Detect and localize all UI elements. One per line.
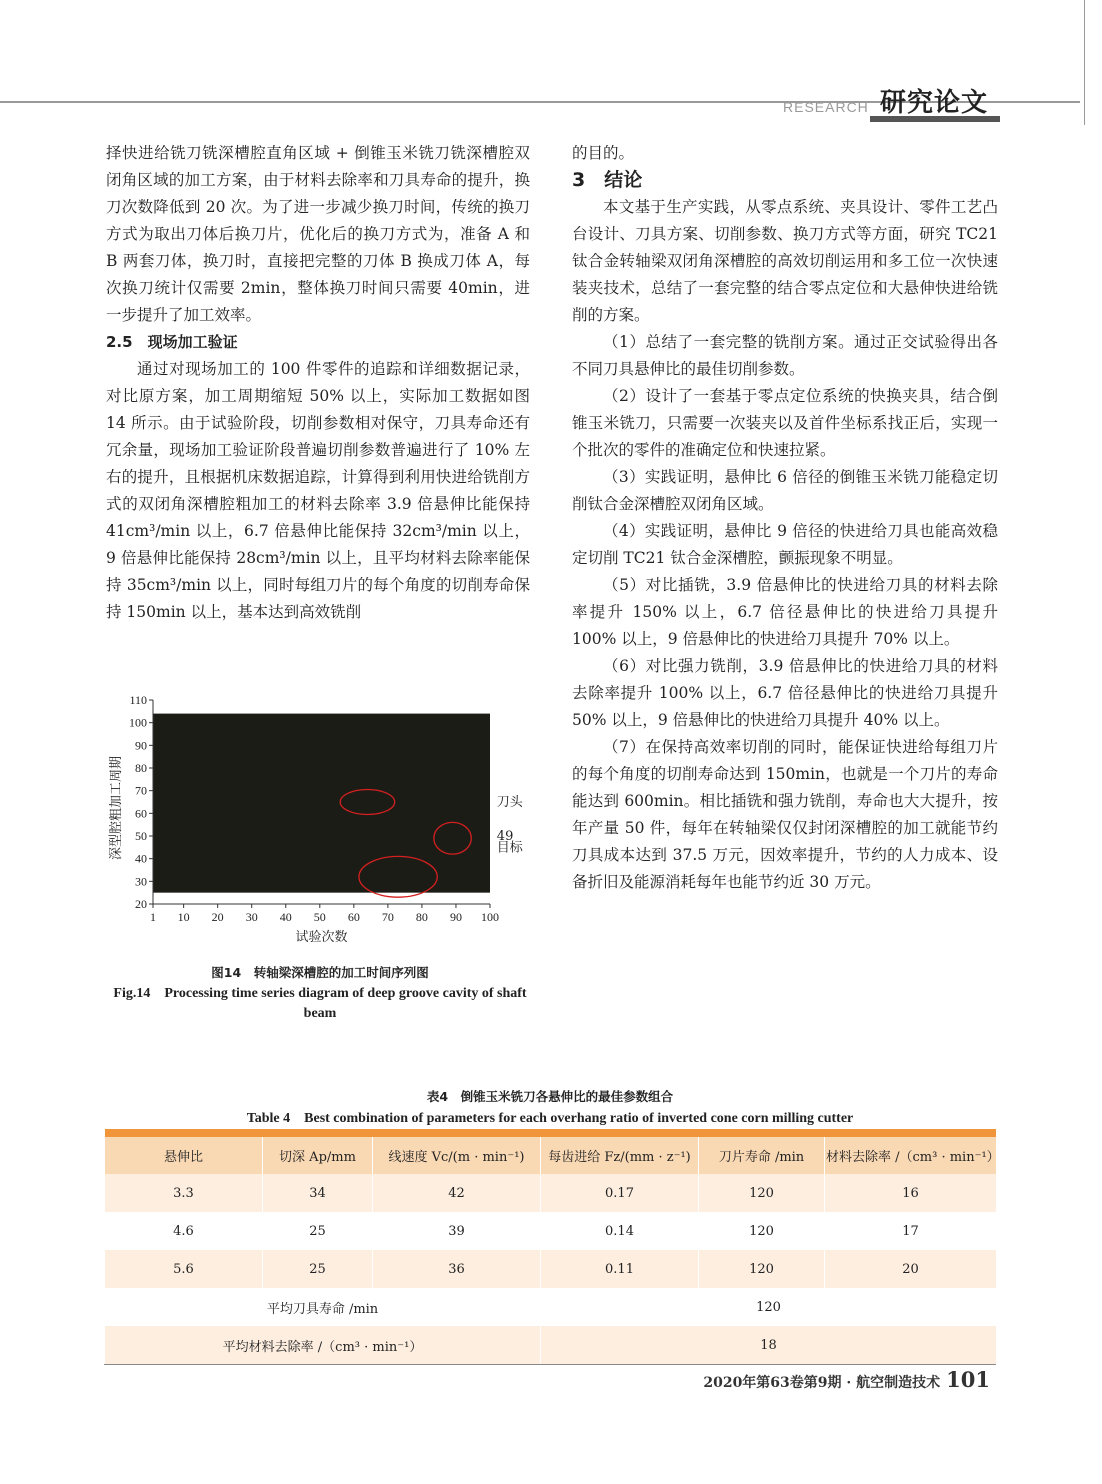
y-axis-label: 深型腔粗加工周期 — [109, 755, 124, 861]
header-edge-bar — [1084, 0, 1099, 125]
x-tick-label: 10 — [177, 910, 190, 924]
section-heading-2-5: 2.5 现场加工验证 — [106, 333, 238, 351]
table-header-row — [105, 1137, 997, 1174]
table-cell: 120 — [699, 1212, 825, 1250]
table-header: 线速度 Vc/(m · min⁻¹) — [373, 1137, 541, 1174]
table-cell: 0.14 — [541, 1212, 699, 1250]
y-tick-label: 80 — [135, 761, 147, 775]
x-tick-label: 30 — [245, 910, 258, 924]
table-row — [105, 1174, 997, 1212]
table-row — [105, 1212, 997, 1250]
table-cell: 平均材料去除率 /（cm³ · min⁻¹） — [105, 1326, 541, 1365]
x-tick-label: 1 — [150, 910, 156, 924]
journal-info: 2020年第63卷第9期 · 航空制造技术 — [703, 1375, 941, 1391]
table-cell: 120 — [699, 1250, 825, 1288]
x-tick-label: 20 — [211, 910, 224, 924]
table-cell: 0.17 — [541, 1174, 699, 1212]
table-header: 每齿进给 Fz/(mm · z⁻¹) — [541, 1137, 699, 1174]
figure-caption-en: Fig.14 Processing time series diagram of deep groove cavity of shaft beam — [113, 986, 527, 1021]
table-caption-cn: 表4 倒锥玉米铣刀各悬伸比的最佳参数组合 — [426, 1089, 674, 1104]
y-tick-label: 110 — [129, 693, 147, 707]
table-header: 切深 Ap/mm — [263, 1137, 373, 1174]
y-tick-label: 30 — [135, 874, 147, 889]
x-tick-label: 80 — [415, 910, 428, 924]
left-column — [106, 140, 530, 626]
header-section-title: 研究论文 — [880, 88, 989, 118]
parameter-table — [104, 1129, 1000, 1365]
plot-region — [153, 714, 490, 893]
header-research-label: RESEARCH — [783, 99, 869, 115]
table-cell: 25 — [263, 1212, 373, 1250]
table-cell: 3.3 — [105, 1174, 263, 1212]
annotation-label: 49 — [496, 829, 514, 844]
table-cell: 5.6 — [105, 1250, 263, 1288]
conclusion-2: （2）设计了一套基于零点定位系统的快换夹具，结合倒锥玉米铣刀，只需要一次装夹以及首件坐标系找正后，实现一个批次的零件的准确定位和快速拉紧。 — [572, 387, 998, 459]
table-header: 材料去除率 /（cm³ · min⁻¹） — [825, 1137, 997, 1174]
table-cell: 120 — [699, 1174, 825, 1212]
table-cell: 120 — [541, 1288, 997, 1326]
table-header: 悬伸比 — [105, 1137, 263, 1174]
y-tick-label: 60 — [135, 806, 147, 821]
section-heading-3: 3 结论 — [572, 169, 643, 191]
y-tick-label: 100 — [129, 715, 147, 730]
table-header: 刀片寿命 /min — [699, 1137, 825, 1174]
y-tick-label: 50 — [135, 829, 147, 843]
table-cell: 4.6 — [105, 1212, 263, 1250]
page-number: 101 — [946, 1367, 990, 1392]
time-series-chart — [100, 688, 540, 948]
y-tick-label: 70 — [135, 783, 147, 798]
y-tick-label: 90 — [135, 738, 147, 753]
conclusion-4: （4）实践证明，悬伸比 9 倍径的快进给刀具也能高效稳定切削 TC21 钛合金深槽腔，颤振现象不明显。 — [572, 522, 998, 567]
table-cell: 36 — [373, 1250, 541, 1288]
table-row — [105, 1250, 997, 1288]
conclusion-3: （3）实践证明，悬伸比 6 倍径的倒锥玉米铣刀能稳定切削钛合金深槽腔双闭角区域。 — [572, 468, 998, 513]
y-tick-label: 40 — [135, 851, 147, 866]
paragraph: 择快进给铣刀铣深槽腔直角区域 + 倒锥玉米铣刀铣深槽腔双闭角区域的加工方案，由于材料去除率和刀具寿命的提升，换刀次数降低到 20 次。为了进一步减少换刀时间，传统的换刀方式为取出刀体后换刀片，优化后的换刀方式为，准备 A 和 B 两套刀体，换刀时，直接把完整的刀体 B 换成刀体 A，每次换刀统计仅需要 2min，整体换刀时间只需要 40min，进一步提升了加工效率。 — [106, 144, 530, 324]
x-tick-label: 40 — [279, 910, 292, 924]
table-cell: 34 — [263, 1174, 373, 1212]
x-tick-label: 60 — [347, 910, 360, 924]
table-cell: 平均刀具寿命 /min — [105, 1288, 541, 1326]
table-cell: 18 — [541, 1326, 997, 1365]
annotation-label: 目标 — [496, 840, 523, 856]
y-tick-label: 20 — [135, 897, 147, 911]
paragraph: 通过对现场加工的 100 件零件的追踪和详细数据记录，对比原方案，加工周期缩短 50% 以上，实际加工数据如图 14 所示。由于试验阶段，切削参数相对保守，刀具寿命还有冗余量，现场加工验证阶段普遍切削参数普遍进行了 10% 左右的提升，且根据机床数据追踪，计算得到利用快进给铣削方式的双闭角深槽腔粗加工的材料去除率 3.9 倍悬伸比能保持 41cm³/min 以上，6.7 倍悬伸比能保持 32cm³/min 以上，9 倍悬伸比能保持 28cm³/min 以上，且平均材料去除率能保持 35cm³/min 以上，同时每组刀片的每个角度的切削寿命保持 150min 以上，基本达到高效铣削 — [106, 360, 530, 621]
figure-caption-cn: 图14 转轴梁深槽腔的加工时间序列图 — [211, 965, 429, 980]
conclusion-6: （6）对比强力铣削，3.9 倍悬伸比的快进给刀具的材料去除率提升 100% 以上，6.7 倍径悬伸比的快进给刀具提升 50% 以上，9 倍悬伸比的快进给刀具提升 40% 以上。 — [572, 657, 998, 729]
conclusion-7: （7）在保持高效率切削的同时，能保证快进给每组刀片的每个角度的切削寿命达到 150min，也就是一个刀片的寿命能达到 600min。相比插铣和强力铣削，寿命也大大提升，按年产量 50 件，每年在转轴梁仅仅封闭深槽腔的加工就能节约刀具成本达到 37.5 万元，因效率提升，节约的人力成本、设备折旧及能源消耗每年也能节约近 30 万元。 — [572, 738, 998, 891]
conclusion-5: （5）对比插铣，3.9 倍悬伸比的快进给刀具的材料去除率提升 150% 以上，6.7 倍径悬伸比的快进给刀具提升 100% 以上，9 倍悬伸比的快进给刀具提升 70% 以上。 — [572, 576, 998, 648]
figure-14 — [100, 688, 540, 948]
paragraph: 本文基于生产实践，从零点系统、夹具设计、零件工艺凸台设计、刀具方案、切削参数、换刀方式等方面，研究 TC21 钛合金转轴梁双闭角深槽腔的高效切削运用和多工位一次快速装夹技术，总结了一套完整的结合零点定位和大悬伸快进给铣削的方案。 — [572, 198, 998, 324]
x-tick-label: 70 — [381, 910, 394, 924]
x-tick-label: 100 — [481, 910, 499, 924]
conclusion-1: （1）总结了一套完整的铣削方案。通过正交试验得出各不同刀具悬伸比的最佳切削参数。 — [572, 333, 998, 378]
x-tick-label: 50 — [313, 910, 326, 924]
x-axis-label: 试验次数 — [295, 930, 348, 945]
table-cell: 39 — [373, 1212, 541, 1250]
table-cell: 42 — [373, 1174, 541, 1212]
table-cell: 17 — [825, 1212, 997, 1250]
table-row-avg-rate — [105, 1326, 997, 1365]
table-cell: 20 — [825, 1250, 997, 1288]
table-cell: 16 — [825, 1174, 997, 1212]
table-cell: 25 — [263, 1250, 373, 1288]
table-caption-en: Table 4 Best combination of parameters for each overhang ratio of inverted cone corn milling cutter — [246, 1111, 854, 1126]
x-tick-label: 90 — [449, 910, 462, 924]
right-column — [572, 140, 998, 896]
page-footer — [703, 1367, 990, 1392]
table-cell: 0.11 — [541, 1250, 699, 1288]
paragraph: 的目的。 — [572, 144, 635, 162]
table-row-avg-life — [105, 1288, 997, 1326]
annotation-label: 刀头 — [496, 795, 523, 810]
